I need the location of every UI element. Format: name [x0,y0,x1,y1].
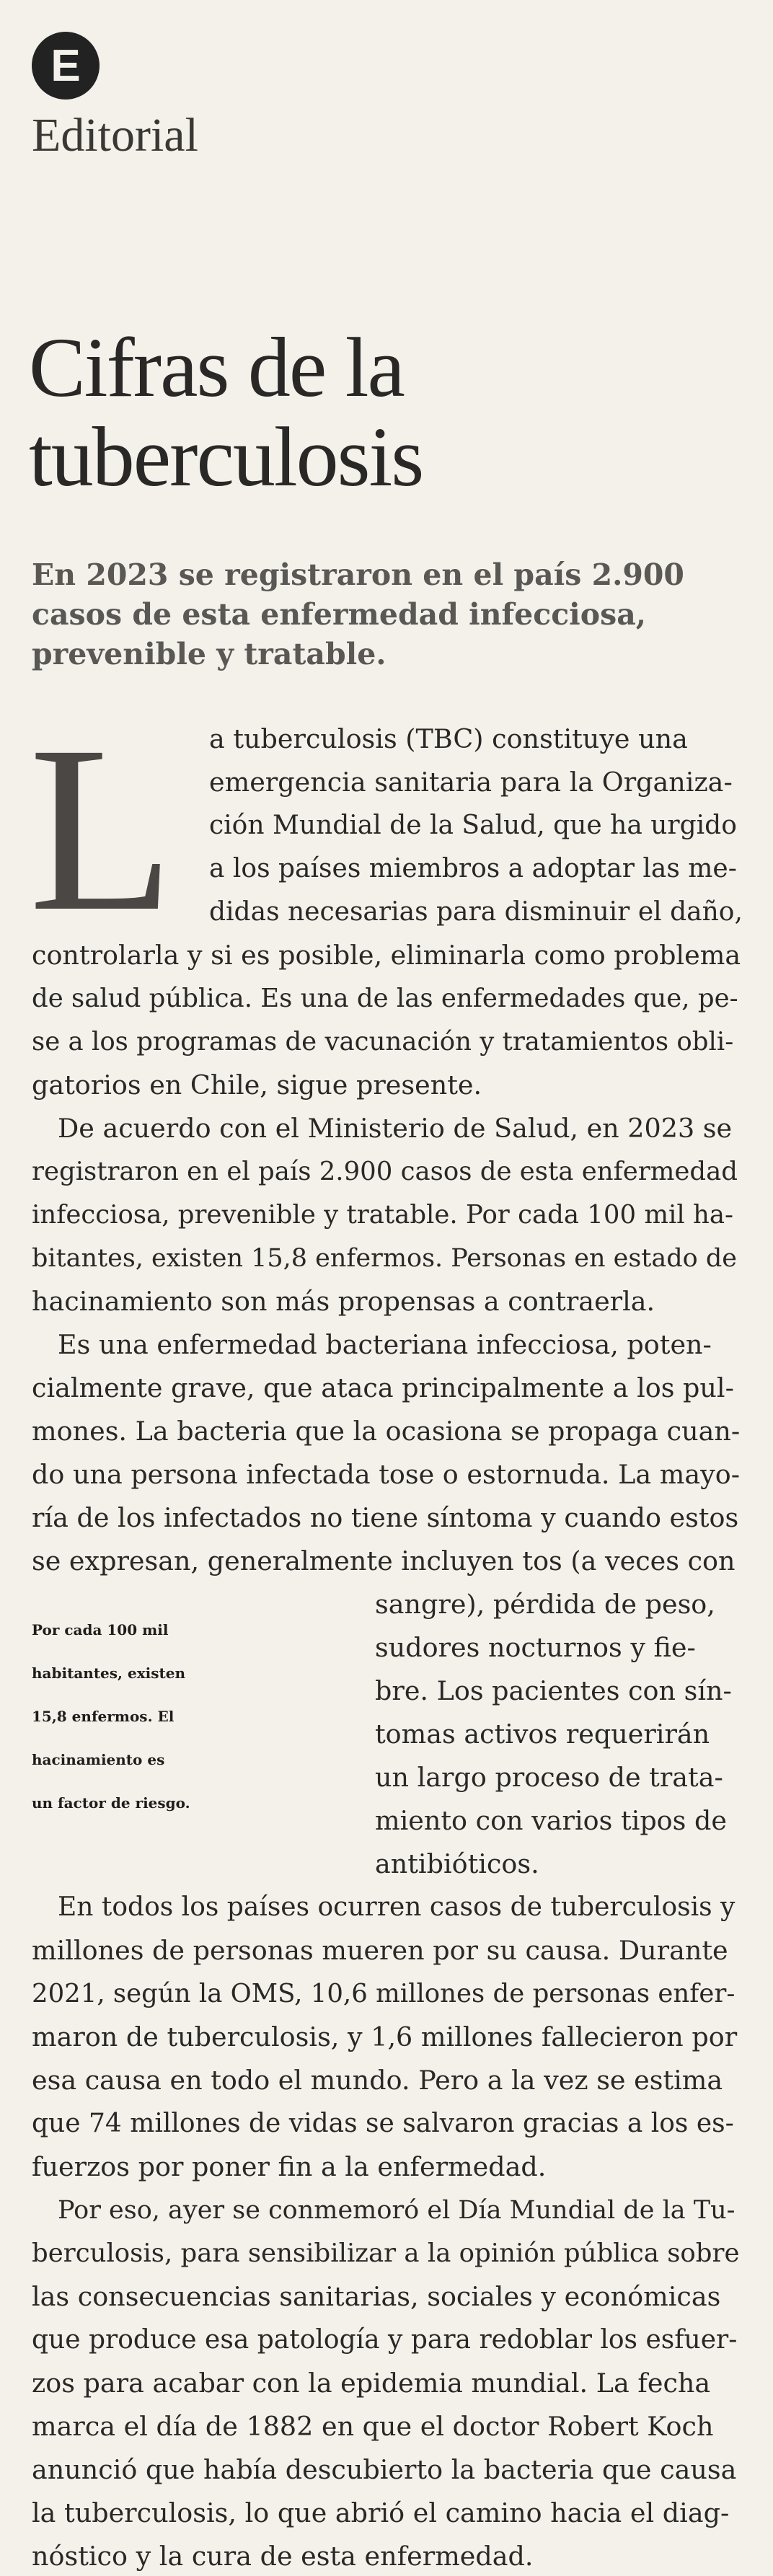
body-line: ría de los infectados no tiene síntoma y cuando estos [32,1502,739,1533]
body-line: registraron en el país 2.900 casos de esta enfermedad [32,1157,738,1186]
dek-subtitle: En 2023 se registraron en el país 2.900 casos de esta enfermedad infecciosa, prevenible y tratable. [32,557,684,671]
pull-quote-line: 15,8 enfermos. El [32,1708,175,1725]
headline-line: Cifras de la [29,320,404,415]
body-line: De acuerdo con el Ministerio de Salud, en 2023 se [58,1113,733,1144]
body-line: emergencia sanitaria para la Organiza- [209,767,733,798]
body-line: En todos los países ocurren casos de tuberculosis y [58,1892,736,1922]
body-line: mones. La bacteria que la ocasiona se propaga cuan- [32,1416,741,1447]
body-line: que 74 millones de vidas se salvaron gracias a los es- [32,2109,734,2138]
pull-quote-line: hacinamiento es [32,1751,165,1768]
body-line: la tuberculosis, lo que abrió el camino hacia el diag- [32,2497,730,2528]
pull-quote-line: un factor de riesgo. [32,1794,190,1812]
body-line: que produce esa patología y para redoblar los esfuer- [32,2325,738,2355]
body-line: las consecuencias sanitarias, sociales y económicas [32,2281,721,2312]
body-line: bre. Los pacientes con sín- [375,1675,732,1706]
body-line: hacinamiento son más propensas a contraerla. [32,1286,655,1317]
headline-line: tuberculosis [29,410,423,504]
body-line: de salud pública. Es una de las enfermedades que, pe- [32,984,738,1013]
body-line: zos para acabar con la epidemia mundial. La fecha [32,2368,711,2399]
section-logo: E [32,32,100,100]
body-line: bitantes, existen 15,8 enfermos. Personas en estado de [32,1244,737,1273]
body-line: se expresan, generalmente incluyen tos (a veces con [32,1545,736,1576]
section-label: Editorial [32,109,198,162]
body-line: 2021, según la OMS, 10,6 millones de personas enfer- [32,1979,736,2008]
body-line: do una persona infectada tose o estornuda. La mayo- [32,1459,741,1490]
body-line: se a los programas de vacunación y tratamientos obli- [32,1027,734,1057]
body-line: cialmente grave, que ataca principalmente a los pul- [32,1372,734,1403]
body-line: a tuberculosis (TBC) constituye una [209,723,688,754]
body-line: antibióticos. [375,1848,539,1879]
body-line: marca el día de 1882 en que el doctor Robert Koch [32,2411,714,2442]
pull-quote-line: Por cada 100 mil [32,1621,169,1638]
body-line: infecciosa, prevenible y tratable. Por cada 100 mil ha- [32,1200,734,1230]
body-line: didas necesarias para disminuir el daño, [209,897,743,927]
pull-quote-line: habitantes, existen [32,1664,185,1682]
body-line: miento con varios tipos de [375,1805,727,1836]
body-line: sangre), pérdida de peso, [375,1589,715,1620]
body-line: a los países miembros a adoptar las me- [209,854,737,883]
body-line: gatorios en Chile, sigue presente. [32,1069,482,1100]
headline [29,320,750,504]
body-line: tomas activos requerirán [375,1719,710,1750]
body-line: Por eso, ayer se conmemoró el Día Mundial de la Tu- [58,2196,736,2225]
body-line: Es una enfermedad bacteriana infecciosa, poten- [58,1329,712,1360]
body-line: millones de personas mueren por su causa. Durante [32,1935,728,1966]
body-line: maron de tuberculosis, y 1,6 millones fallecieron por [32,2021,738,2052]
body-line: esa causa en todo el mundo. Pero a la vez se estima [32,2065,723,2096]
body-line: berculosis, para sensibilizar a la opinión pública sobre [32,2238,740,2268]
body-line: un largo proceso de trata- [375,1762,723,1793]
body-line: controlarla y si es posible, eliminarla como problema [32,940,741,971]
body-line: anunció que había descubierto la bacteria que causa [32,2454,737,2485]
body-line: ción Mundial de la Salud, que ha urgido [209,811,737,840]
drop-cap: L [29,697,175,961]
body-line: sudores nocturnos y fie- [375,1632,696,1663]
body-line: fuerzos por poner fin a la enfermedad. [32,2151,547,2182]
body-line: nóstico y la cura de esta enfermedad. [32,2541,534,2572]
